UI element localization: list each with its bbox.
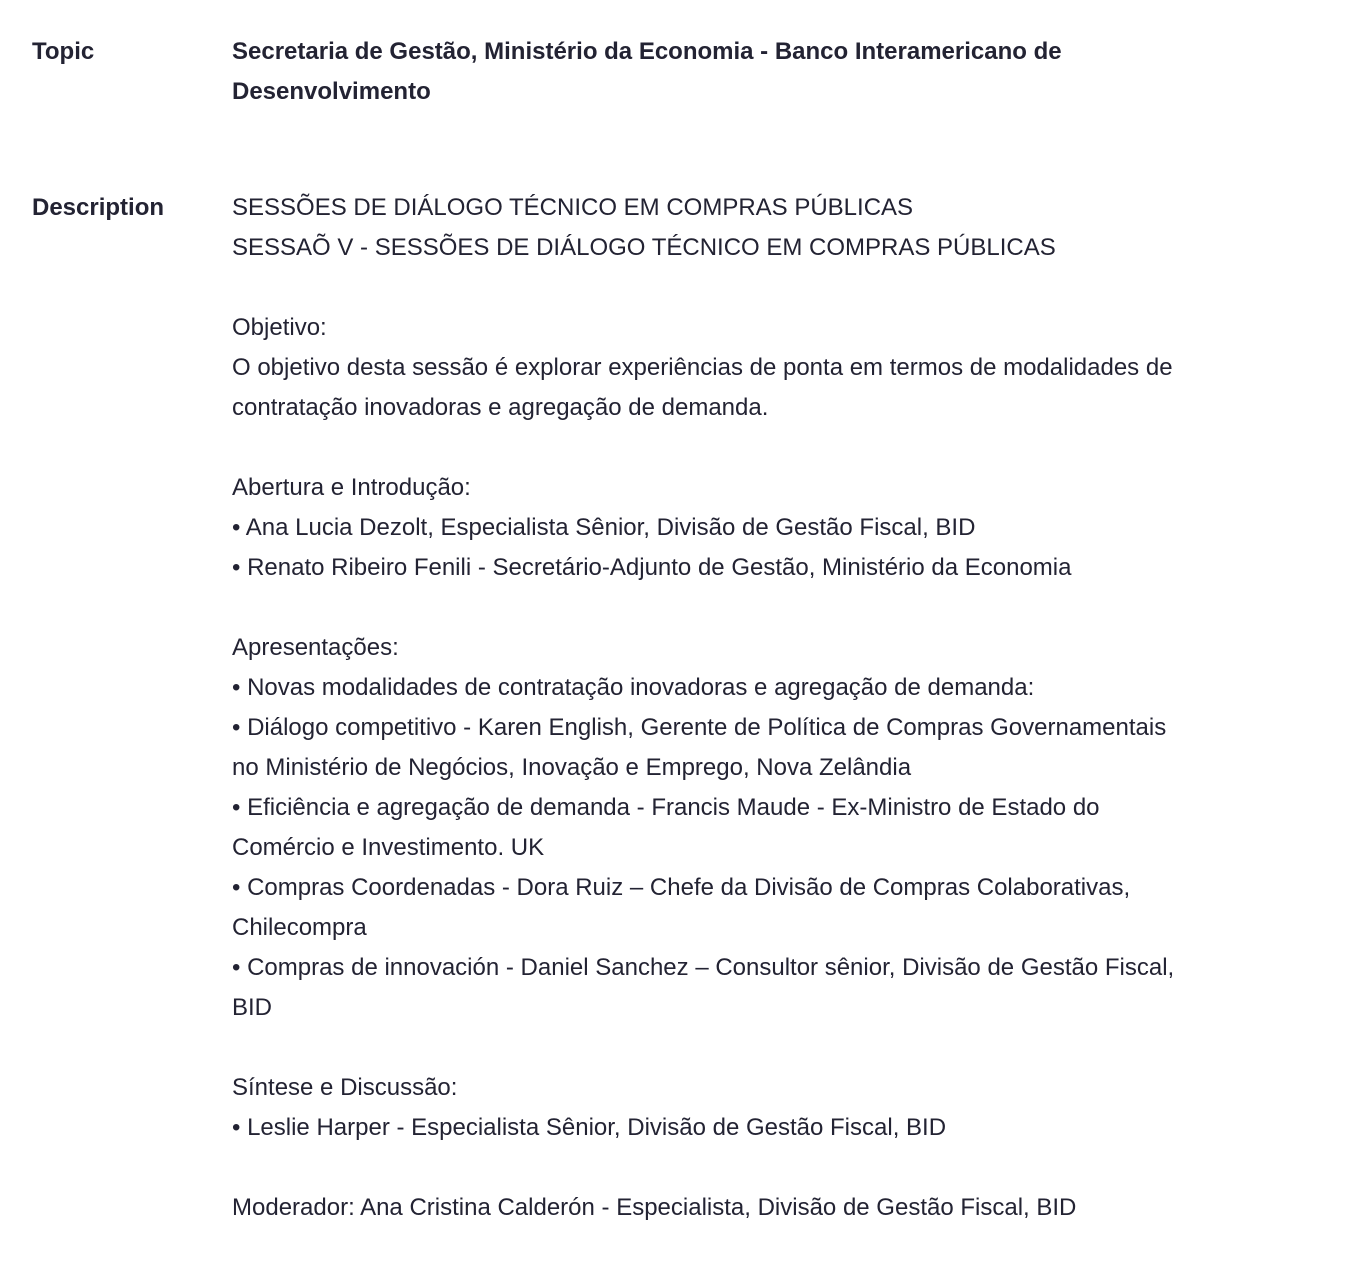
text-line: Secretaria de Gestão, Ministério da Economia - Banco Interamericano de [232,38,1062,65]
topic-value [232,32,1062,112]
text-line [232,1148,1174,1188]
text-line: no Ministério de Negócios, Inovação e Emprego, Nova Zelândia [232,754,912,781]
text-line: SESSAÕ V - SESSÕES DE DIÁLOGO TÉCNICO EM COMPRAS PÚBLICAS [232,234,1056,261]
text-line: contratação inovadoras e agregação de demanda. [232,394,769,421]
text-line [232,428,1174,468]
text-line [232,588,1174,628]
topic-label: Topic [32,38,95,65]
text-line: Desenvolvimento [232,78,431,105]
text-line: • Novas modalidades de contratação inovadoras e agregação de demanda: [232,674,1035,701]
text-line [232,268,1174,308]
text-line: • Leslie Harper - Especialista Sênior, Divisão de Gestão Fiscal, BID [232,1114,947,1141]
description-label: Description [32,194,165,221]
text-line: Chilecompra [232,914,367,941]
description-value [232,188,1174,1228]
text-line: Síntese e Discussão: [232,1074,458,1101]
text-line: Moderador: Ana Cristina Calderón - Especialista, Divisão de Gestão Fiscal, BID [232,1194,1077,1221]
text-line: Objetivo: [232,314,327,341]
text-line: • Compras de innovación - Daniel Sanchez – Consultor sênior, Divisão de Gestão Fiscal, [232,954,1175,981]
text-line: • Ana Lucia Dezolt, Especialista Sênior, Divisão de Gestão Fiscal, BID [232,514,976,541]
text-line: Abertura e Introdução: [232,474,471,501]
text-line: • Eficiência e agregação de demanda - Francis Maude - Ex-Ministro de Estado do [232,794,1100,821]
text-line: O objetivo desta sessão é explorar experiências de ponta em termos de modalidades de [232,354,1173,381]
text-line: • Compras Coordenadas - Dora Ruiz – Chefe da Divisão de Compras Colaborativas, [232,874,1131,901]
text-line: • Renato Ribeiro Fenili - Secretário-Adjunto de Gestão, Ministério da Economia [232,554,1072,581]
text-line [232,1028,1174,1068]
text-line: SESSÕES DE DIÁLOGO TÉCNICO EM COMPRAS PÚBLICAS [232,194,914,221]
text-line: • Diálogo competitivo - Karen English, Gerente de Política de Compras Governamentais [232,714,1167,741]
text-line: BID [232,994,273,1021]
text-line: Apresentações: [232,634,399,661]
text-line: Comércio e Investimento. UK [232,834,545,861]
